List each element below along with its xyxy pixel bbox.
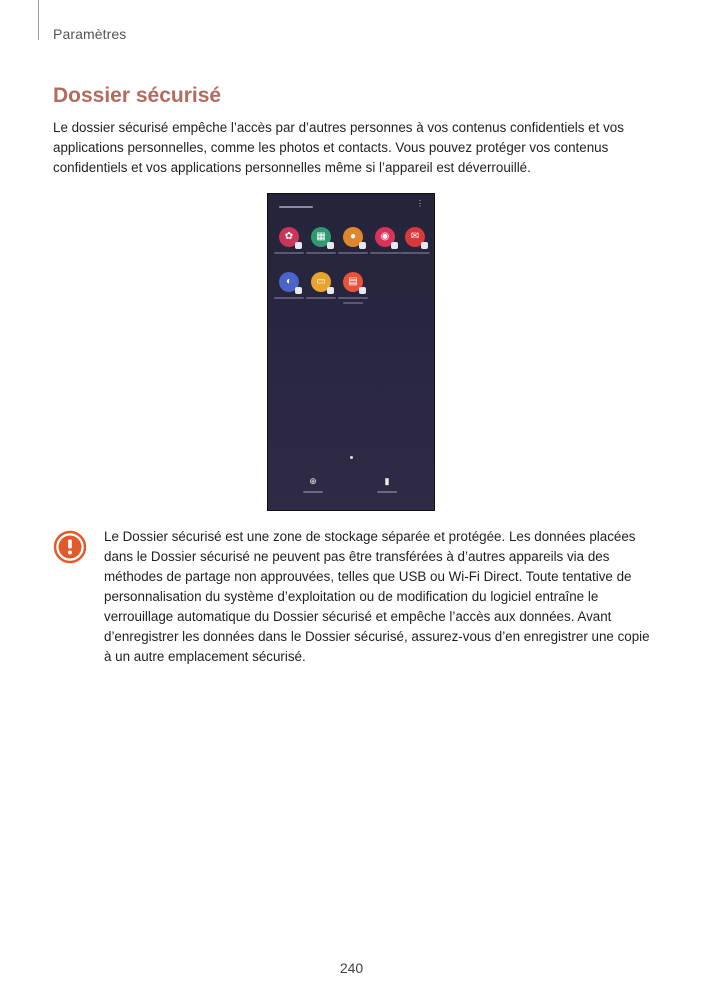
section-title: Dossier sécurisé: [53, 84, 222, 107]
phone-title: [279, 204, 313, 209]
page-number: 240: [339, 960, 364, 976]
notes-icon[interactable]: ▤: [343, 272, 363, 292]
app-label: [274, 297, 304, 299]
camera-icon[interactable]: ◉: [375, 227, 395, 247]
secure-folder-screenshot: [267, 193, 435, 511]
contacts-icon[interactable]: ●: [343, 227, 363, 247]
page-indicator-dot: [350, 456, 353, 459]
add-files-icon: ▮: [384, 476, 390, 486]
caution-icon: [53, 530, 87, 564]
app-label: [306, 297, 336, 299]
app-label: [370, 252, 400, 254]
app-label: [343, 302, 363, 304]
app-label: [338, 297, 368, 299]
email-icon[interactable]: ✉: [405, 227, 425, 247]
calendar-icon[interactable]: ▦: [311, 227, 331, 247]
add-files-button[interactable]: [372, 476, 402, 493]
header-title: Paramètres: [53, 26, 127, 42]
my-files-icon[interactable]: ▭: [311, 272, 331, 292]
app-label: [400, 252, 430, 254]
more-vert-icon[interactable]: ⋮: [416, 199, 424, 208]
caution-text: Le Dossier sécurisé est une zone de stockage séparée et protégée. Les données placées dans le Dossier sécurisé ne peuvent pas être transférées à d’autres appareils via des méthodes de partage non approuvées, telles que USB ou Wi-Fi Direct. Toute tentative de personnalisation du système d’exploitation ou de modification du logiciel entraîne le verrouillage automatique du Dossier sécurisé et empêche l’accès aux données. Avant d’enregistrer les données dans le Dossier sécurisé, assurez-vous d’en enregistrer une copie à un autre emplacement sécurisé.: [104, 529, 650, 664]
internet-icon[interactable]: ◐: [279, 272, 299, 292]
app-label: [274, 252, 304, 254]
header-rule: [38, 0, 39, 40]
add-apps-button[interactable]: [298, 476, 328, 493]
app-label: [306, 252, 336, 254]
add-apps-icon: ⊕: [309, 476, 317, 486]
gallery-icon[interactable]: ✿: [279, 227, 299, 247]
app-label: [338, 252, 368, 254]
intro-paragraph: Le dossier sécurisé empêche l’accès par d’autres personnes à vos contenus confidentiels et vos applications personnelles, comme les photos et contacts. Vous pouvez protéger vos contenus confidentiels et vos applications personnelles même si l’appareil est déverrouillé.: [53, 120, 624, 175]
